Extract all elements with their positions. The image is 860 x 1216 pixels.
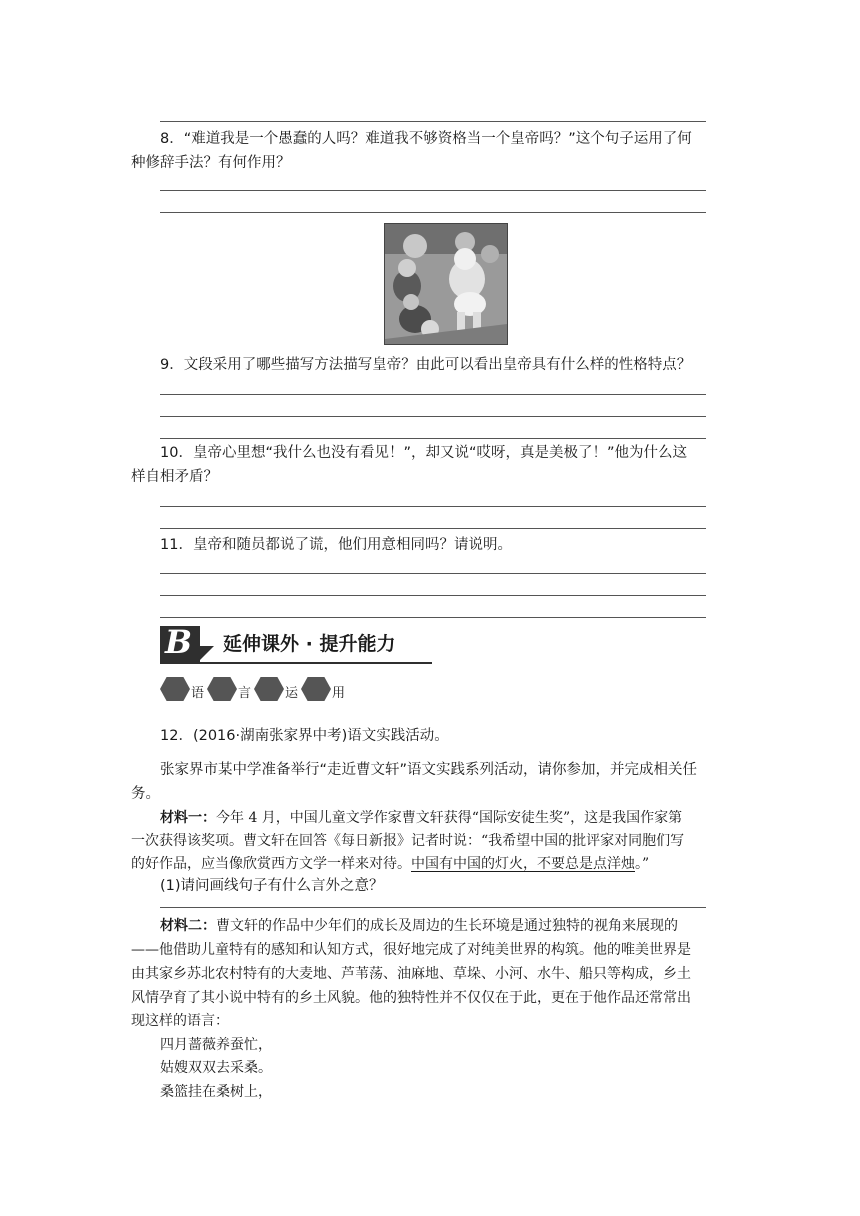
answer-line: [160, 394, 706, 395]
answer-line: [160, 573, 706, 574]
intro-line-1: 张家界市某中学准备举行“走近曹文轩”语文实践系列活动，请你参加，并完成相关任: [160, 762, 698, 778]
material-1-line-2: 一次获得该奖项。曹文轩在回答《每日新报》记者时说：“我希望中国的批评家对同胞们写: [131, 833, 685, 849]
answer-line: [160, 506, 706, 507]
hexagon-icon: [301, 677, 331, 701]
section-b-underline: [160, 662, 432, 664]
material-2-line-1: [160, 916, 678, 936]
intro-line-2: 务。: [131, 786, 160, 802]
material-1-label: 材料一：: [160, 810, 216, 826]
section-b-letter: B: [165, 623, 193, 661]
material-1-end: 。”: [635, 856, 650, 872]
hexagon-icon: [254, 677, 284, 701]
poem-line-2: 姑嫂双双去采桑。: [160, 1060, 272, 1076]
section-b-arrow-icon: [200, 646, 214, 660]
material-1-question: (1)请问画线句子有什么言外之意？: [160, 878, 384, 894]
question-8-line-2: 种修辞手法？有何作用？: [131, 155, 291, 171]
answer-line: [160, 212, 706, 213]
question-9: 9．文段采用了哪些描写方法描写皇帝？由此可以看出皇帝具有什么样的性格特点？: [160, 357, 692, 373]
hexagon-icon: [207, 677, 237, 701]
material-2-line-5: 现这样的语言：: [131, 1013, 229, 1029]
question-12-topic: 语文实践活动。: [347, 728, 449, 744]
material-2-label: 材料二：: [160, 918, 216, 934]
answer-line: [160, 907, 706, 908]
illustration-image: [385, 224, 507, 344]
tag-label: 用: [332, 686, 346, 701]
question-10-line-2: 样自相矛盾？: [131, 469, 218, 485]
material-2-line-4: 风情孕育了其小说中特有的乡土风貌。他的独特性并不仅仅在于此，更在于他作品还常常出: [131, 990, 691, 1006]
question-12-number: 12．: [160, 728, 193, 744]
answer-line: [160, 528, 706, 529]
poem-line-1: 四月蔷薇养蚕忙，: [160, 1037, 272, 1053]
question-12-source: (2016·湖南张家界中考): [192, 728, 348, 744]
answer-line: [160, 190, 706, 191]
tag-label: 运: [285, 686, 299, 701]
answer-line: [160, 121, 706, 122]
question-11: 11．皇帝和随员都说了谎，他们用意相同吗？请说明。: [160, 537, 512, 553]
answer-line: [160, 416, 706, 417]
answer-line: [160, 595, 706, 596]
tag-label: 言: [238, 686, 252, 701]
material-1-text: 今年 4 月，中国儿童文学作家曹文轩获得“国际安徒生奖”，这是我国作家第: [216, 810, 683, 826]
question-8-line-1: 8．“难道我是一个愚蠢的人吗？难道我不够资格当一个皇帝吗？”这个句子运用了何: [160, 131, 692, 147]
illustration-emperor-procession: [384, 223, 508, 345]
hexagon-icon: [160, 677, 190, 701]
material-2-line-2: ——他借助儿童特有的感知和认知方式，很好地完成了对纯美世界的构筑。他的唯美世界是: [131, 942, 691, 958]
tag-label: 语: [191, 686, 205, 701]
material-1-line-1: [160, 808, 682, 828]
underlined-sentence: 中国有中国的灯火，不要总是点洋烛: [411, 856, 635, 872]
material-2-line-3: 由其家乡苏北农村特有的大麦地、芦苇荡、油麻地、草垛、小河、水牛、船只等构成，乡土: [131, 966, 691, 982]
material-2-text: 曹文轩的作品中少年们的成长及周边的生长环境是通过独特的视角来展现的: [216, 918, 678, 934]
section-b-title: 延伸课外 · 提升能力: [223, 633, 396, 655]
poem-line-3: 桑篮挂在桑树上，: [160, 1084, 272, 1100]
question-10-line-1: 10．皇帝心里想“我什么也没有看见！”，却又说“哎呀，真是美极了！”他为什么这: [160, 445, 687, 461]
question-12: [160, 726, 449, 746]
material-1-line-3: [131, 854, 649, 874]
answer-line: [160, 617, 706, 618]
answer-line: [160, 438, 706, 439]
material-1-plain: 的好作品，应当像欣赏西方文学一样来对待。: [131, 856, 411, 872]
